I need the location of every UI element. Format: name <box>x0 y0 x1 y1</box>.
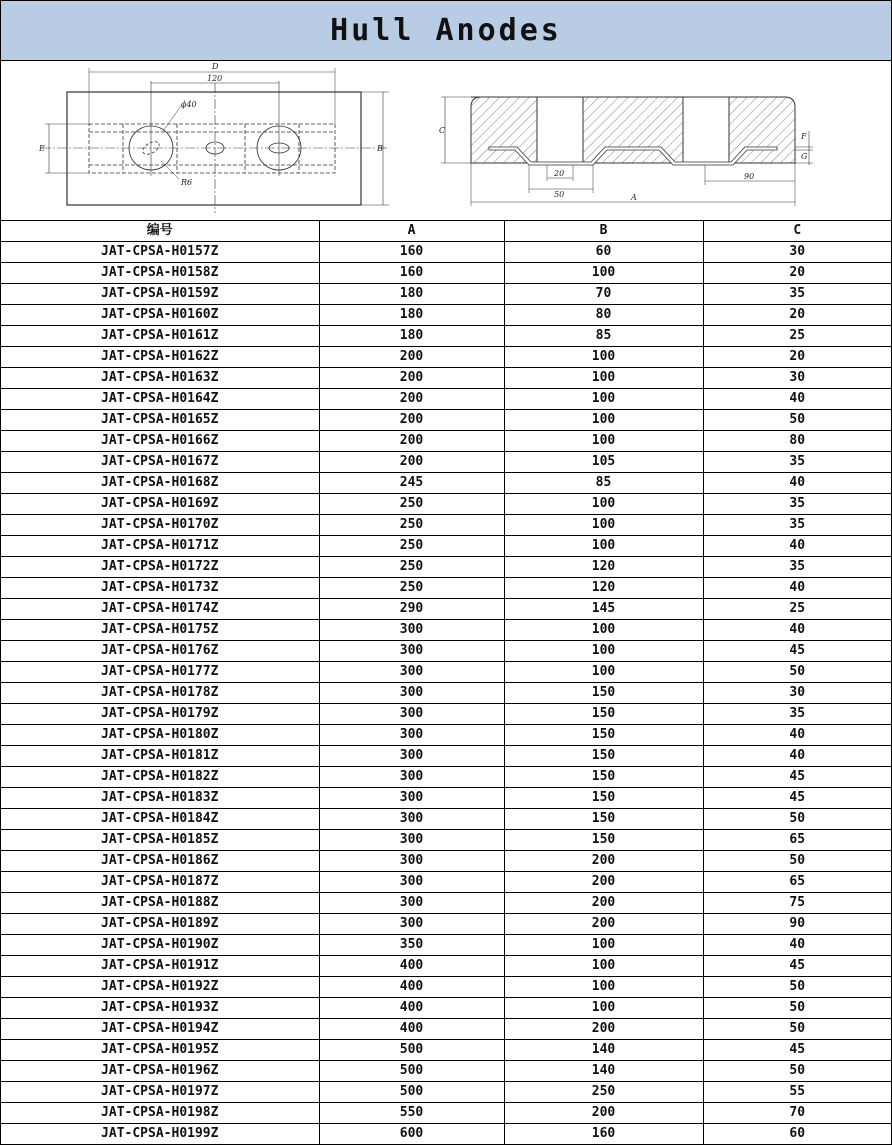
table-row <box>1 620 891 641</box>
cell-A: 500 <box>319 1061 504 1082</box>
cell-code: JAT-CPSA-H0182Z <box>1 767 319 788</box>
table-row <box>1 1124 891 1145</box>
table-row <box>1 1103 891 1124</box>
section-bore-right <box>683 97 729 163</box>
cell-B: 200 <box>504 893 703 914</box>
cell-C: 40 <box>703 473 891 494</box>
cell-C: 70 <box>703 1103 891 1124</box>
cell-B: 200 <box>504 914 703 935</box>
cell-A: 500 <box>319 1040 504 1061</box>
table-row <box>1 851 891 872</box>
cell-C: 35 <box>703 515 891 536</box>
dim-B-label: B <box>377 144 383 153</box>
cell-A: 300 <box>319 641 504 662</box>
cell-A: 300 <box>319 809 504 830</box>
cell-A: 250 <box>319 515 504 536</box>
dim-C-label: C <box>439 126 446 135</box>
cell-A: 245 <box>319 473 504 494</box>
cell-B: 105 <box>504 452 703 473</box>
table-row <box>1 809 891 830</box>
cell-C: 35 <box>703 284 891 305</box>
cell-code: JAT-CPSA-H0177Z <box>1 662 319 683</box>
cell-A: 300 <box>319 620 504 641</box>
table-row <box>1 557 891 578</box>
cell-code: JAT-CPSA-H0197Z <box>1 1082 319 1103</box>
cell-B: 100 <box>504 494 703 515</box>
dim-120-label: 120 <box>207 74 223 83</box>
cell-B: 85 <box>504 326 703 347</box>
dim-R6-label: R6 <box>181 178 193 187</box>
cell-code: JAT-CPSA-H0198Z <box>1 1103 319 1124</box>
cell-code: JAT-CPSA-H0184Z <box>1 809 319 830</box>
cell-B: 100 <box>504 410 703 431</box>
cell-C: 50 <box>703 998 891 1019</box>
cell-C: 80 <box>703 431 891 452</box>
table-row <box>1 956 891 977</box>
cell-B: 150 <box>504 746 703 767</box>
cell-A: 200 <box>319 410 504 431</box>
cell-A: 300 <box>319 704 504 725</box>
section-view <box>471 97 795 165</box>
cell-code: JAT-CPSA-H0194Z <box>1 1019 319 1040</box>
table-row <box>1 431 891 452</box>
cell-code: JAT-CPSA-H0196Z <box>1 1061 319 1082</box>
cell-code: JAT-CPSA-H0193Z <box>1 998 319 1019</box>
cell-A: 300 <box>319 683 504 704</box>
cell-A: 550 <box>319 1103 504 1124</box>
cell-B: 200 <box>504 851 703 872</box>
table-row <box>1 305 891 326</box>
plan-view <box>41 68 389 213</box>
table-row <box>1 347 891 368</box>
cell-C: 40 <box>703 536 891 557</box>
cell-C: 75 <box>703 893 891 914</box>
cell-C: 25 <box>703 599 891 620</box>
cell-A: 300 <box>319 767 504 788</box>
cell-B: 100 <box>504 263 703 284</box>
header-C: C <box>703 221 891 242</box>
cell-code: JAT-CPSA-H0173Z <box>1 578 319 599</box>
cell-A: 400 <box>319 956 504 977</box>
cell-A: 250 <box>319 578 504 599</box>
cell-C: 35 <box>703 704 891 725</box>
cell-code: JAT-CPSA-H0166Z <box>1 431 319 452</box>
table-row <box>1 473 891 494</box>
cell-B: 100 <box>504 431 703 452</box>
cell-C: 20 <box>703 263 891 284</box>
cell-code: JAT-CPSA-H0171Z <box>1 536 319 557</box>
page-title: Hull Anodes <box>330 13 562 48</box>
table-header-row <box>1 221 891 242</box>
cell-A: 500 <box>319 1082 504 1103</box>
cell-C: 35 <box>703 494 891 515</box>
dim-D-label: D <box>212 62 219 71</box>
cell-code: JAT-CPSA-H0183Z <box>1 788 319 809</box>
table-row <box>1 1019 891 1040</box>
cell-C: 50 <box>703 662 891 683</box>
cell-A: 300 <box>319 893 504 914</box>
cell-A: 180 <box>319 305 504 326</box>
cell-code: JAT-CPSA-H0157Z <box>1 242 319 263</box>
cell-code: JAT-CPSA-H0162Z <box>1 347 319 368</box>
cell-code: JAT-CPSA-H0181Z <box>1 746 319 767</box>
table-row <box>1 662 891 683</box>
table-row <box>1 914 891 935</box>
cell-C: 50 <box>703 977 891 998</box>
cell-C: 50 <box>703 410 891 431</box>
cell-B: 100 <box>504 620 703 641</box>
insert-outline <box>89 124 335 173</box>
cell-B: 200 <box>504 872 703 893</box>
table-row <box>1 284 891 305</box>
cell-C: 40 <box>703 746 891 767</box>
cell-B: 70 <box>504 284 703 305</box>
cell-code: JAT-CPSA-H0179Z <box>1 704 319 725</box>
table-row <box>1 788 891 809</box>
cell-code: JAT-CPSA-H0187Z <box>1 872 319 893</box>
cell-code: JAT-CPSA-H0180Z <box>1 725 319 746</box>
dim-E-label: E <box>39 144 45 153</box>
cell-B: 160 <box>504 1124 703 1145</box>
table-row <box>1 242 891 263</box>
dim-G-label: G <box>801 152 808 161</box>
cell-A: 300 <box>319 872 504 893</box>
cell-B: 80 <box>504 305 703 326</box>
cell-B: 150 <box>504 830 703 851</box>
cell-A: 160 <box>319 242 504 263</box>
cell-B: 100 <box>504 347 703 368</box>
cell-code: JAT-CPSA-H0158Z <box>1 263 319 284</box>
cell-code: JAT-CPSA-H0159Z <box>1 284 319 305</box>
technical-drawing <box>1 61 891 221</box>
table-row <box>1 641 891 662</box>
cell-A: 300 <box>319 725 504 746</box>
cell-B: 100 <box>504 515 703 536</box>
cell-C: 45 <box>703 788 891 809</box>
cell-A: 200 <box>319 347 504 368</box>
cell-code: JAT-CPSA-H0185Z <box>1 830 319 851</box>
dim-20-label: 20 <box>554 169 565 178</box>
cell-B: 120 <box>504 557 703 578</box>
cell-C: 35 <box>703 452 891 473</box>
table-row <box>1 452 891 473</box>
cell-B: 250 <box>504 1082 703 1103</box>
table-row <box>1 599 891 620</box>
cell-B: 150 <box>504 788 703 809</box>
cell-A: 300 <box>319 851 504 872</box>
cell-C: 50 <box>703 851 891 872</box>
table-row <box>1 893 891 914</box>
cell-A: 290 <box>319 599 504 620</box>
cell-A: 200 <box>319 368 504 389</box>
cell-A: 200 <box>319 452 504 473</box>
cell-code: JAT-CPSA-H0176Z <box>1 641 319 662</box>
cell-B: 100 <box>504 935 703 956</box>
cell-A: 300 <box>319 788 504 809</box>
cell-code: JAT-CPSA-H0192Z <box>1 977 319 998</box>
table-row <box>1 1082 891 1103</box>
cell-C: 50 <box>703 809 891 830</box>
cell-B: 150 <box>504 767 703 788</box>
cell-code: JAT-CPSA-H0195Z <box>1 1040 319 1061</box>
cell-C: 20 <box>703 305 891 326</box>
table-row <box>1 830 891 851</box>
table-row <box>1 389 891 410</box>
dim-F-label: F <box>801 132 807 141</box>
table-row <box>1 704 891 725</box>
plan-outline <box>67 92 361 205</box>
table-row <box>1 263 891 284</box>
cell-B: 100 <box>504 977 703 998</box>
cell-code: JAT-CPSA-H0161Z <box>1 326 319 347</box>
cell-code: JAT-CPSA-H0169Z <box>1 494 319 515</box>
cell-B: 150 <box>504 809 703 830</box>
table-body <box>1 242 891 1145</box>
cell-A: 350 <box>319 935 504 956</box>
cell-code: JAT-CPSA-H0165Z <box>1 410 319 431</box>
cell-B: 140 <box>504 1040 703 1061</box>
cell-C: 30 <box>703 242 891 263</box>
cell-code: JAT-CPSA-H0170Z <box>1 515 319 536</box>
cell-A: 250 <box>319 536 504 557</box>
cell-A: 250 <box>319 557 504 578</box>
cell-C: 45 <box>703 1040 891 1061</box>
header-B: B <box>504 221 703 242</box>
cell-C: 40 <box>703 389 891 410</box>
cell-A: 300 <box>319 662 504 683</box>
cell-A: 180 <box>319 284 504 305</box>
header-code: 编号 <box>1 221 319 242</box>
cell-A: 400 <box>319 998 504 1019</box>
cell-code: JAT-CPSA-H0191Z <box>1 956 319 977</box>
cell-code: JAT-CPSA-H0164Z <box>1 389 319 410</box>
table-row <box>1 578 891 599</box>
table-row <box>1 977 891 998</box>
table-row <box>1 935 891 956</box>
title-bar <box>1 1 891 61</box>
cell-C: 35 <box>703 557 891 578</box>
table-row <box>1 368 891 389</box>
cell-code: JAT-CPSA-H0190Z <box>1 935 319 956</box>
cell-B: 100 <box>504 662 703 683</box>
cell-code: JAT-CPSA-H0175Z <box>1 620 319 641</box>
section-bore-left <box>537 97 583 163</box>
table-row <box>1 536 891 557</box>
cell-code: JAT-CPSA-H0160Z <box>1 305 319 326</box>
cell-C: 40 <box>703 725 891 746</box>
cell-A: 300 <box>319 746 504 767</box>
cell-code: JAT-CPSA-H0168Z <box>1 473 319 494</box>
cell-code: JAT-CPSA-H0163Z <box>1 368 319 389</box>
table-row <box>1 683 891 704</box>
dim-50-label: 50 <box>554 190 565 199</box>
cell-C: 20 <box>703 347 891 368</box>
table-row <box>1 998 891 1019</box>
cell-B: 200 <box>504 1103 703 1124</box>
cell-B: 120 <box>504 578 703 599</box>
dim-90-label: 90 <box>744 172 755 181</box>
cell-C: 25 <box>703 326 891 347</box>
anode-table <box>1 221 891 1145</box>
cell-C: 50 <box>703 1061 891 1082</box>
table-row <box>1 872 891 893</box>
cell-C: 30 <box>703 683 891 704</box>
cell-C: 40 <box>703 578 891 599</box>
cell-B: 85 <box>504 473 703 494</box>
dim-A-label: A <box>631 193 637 202</box>
cell-A: 200 <box>319 389 504 410</box>
cell-B: 200 <box>504 1019 703 1040</box>
table-row <box>1 725 891 746</box>
cell-C: 45 <box>703 956 891 977</box>
cell-C: 40 <box>703 620 891 641</box>
cell-A: 300 <box>319 914 504 935</box>
cell-B: 150 <box>504 704 703 725</box>
cell-C: 65 <box>703 872 891 893</box>
cell-code: JAT-CPSA-H0199Z <box>1 1124 319 1145</box>
cell-C: 60 <box>703 1124 891 1145</box>
cell-B: 60 <box>504 242 703 263</box>
cell-code: JAT-CPSA-H0188Z <box>1 893 319 914</box>
cell-C: 30 <box>703 368 891 389</box>
header-A: A <box>319 221 504 242</box>
cell-C: 55 <box>703 1082 891 1103</box>
cell-C: 40 <box>703 935 891 956</box>
table-row <box>1 326 891 347</box>
cell-C: 65 <box>703 830 891 851</box>
cell-code: JAT-CPSA-H0167Z <box>1 452 319 473</box>
cell-A: 180 <box>319 326 504 347</box>
cell-A: 200 <box>319 431 504 452</box>
cell-C: 45 <box>703 641 891 662</box>
cell-code: JAT-CPSA-H0186Z <box>1 851 319 872</box>
cell-C: 90 <box>703 914 891 935</box>
cell-A: 160 <box>319 263 504 284</box>
table-row <box>1 410 891 431</box>
cell-B: 100 <box>504 956 703 977</box>
cell-B: 100 <box>504 536 703 557</box>
cell-A: 600 <box>319 1124 504 1145</box>
dim-hole-label: ϕ40 <box>181 100 197 109</box>
cell-code: JAT-CPSA-H0178Z <box>1 683 319 704</box>
table-row <box>1 1040 891 1061</box>
cell-B: 100 <box>504 389 703 410</box>
cell-code: JAT-CPSA-H0172Z <box>1 557 319 578</box>
cell-B: 150 <box>504 725 703 746</box>
drawing-svg <box>1 61 891 220</box>
cell-B: 100 <box>504 368 703 389</box>
cell-A: 300 <box>319 830 504 851</box>
table-row <box>1 746 891 767</box>
cell-code: JAT-CPSA-H0174Z <box>1 599 319 620</box>
table-row <box>1 1061 891 1082</box>
cell-B: 100 <box>504 998 703 1019</box>
cell-B: 100 <box>504 641 703 662</box>
cell-B: 140 <box>504 1061 703 1082</box>
cell-C: 50 <box>703 1019 891 1040</box>
cell-B: 150 <box>504 683 703 704</box>
table-row <box>1 515 891 536</box>
cell-A: 250 <box>319 494 504 515</box>
cell-A: 400 <box>319 977 504 998</box>
table-row <box>1 767 891 788</box>
cell-B: 145 <box>504 599 703 620</box>
cell-A: 400 <box>319 1019 504 1040</box>
table-row <box>1 494 891 515</box>
cell-code: JAT-CPSA-H0189Z <box>1 914 319 935</box>
cell-C: 45 <box>703 767 891 788</box>
